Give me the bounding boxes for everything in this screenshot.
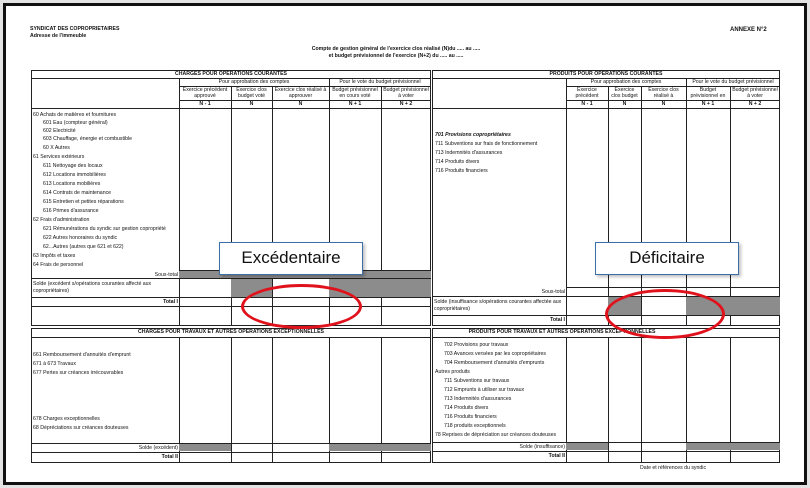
produits-col2-header-2: clos budget bbox=[611, 93, 638, 99]
produits-col1-header: Exercice bbox=[577, 87, 597, 93]
charges-row: 613 Locations mobilières bbox=[43, 181, 101, 187]
column-line bbox=[272, 337, 273, 463]
column-line bbox=[730, 86, 731, 326]
produits-col5-header: Budget prévisionnel bbox=[732, 87, 778, 93]
charges-col5-period: N + 2 bbox=[399, 101, 413, 107]
charges-col3-header-2: approuver bbox=[288, 93, 313, 99]
charges-col4-period: N + 1 bbox=[348, 101, 362, 107]
produits-col4-header-2: prévisionnel en bbox=[690, 93, 726, 99]
org-address: Adresse de l'immeuble bbox=[30, 33, 87, 39]
document-page bbox=[6, 6, 804, 482]
document-title-line2: et budget prévisionnel de l'exercice (N+2) du ..... au ..... bbox=[328, 53, 464, 59]
produits-col2-header: Exercice bbox=[614, 87, 635, 93]
produits-row: 714 Produits divers bbox=[435, 159, 480, 165]
charges-row: 62 Frais d'administration bbox=[33, 217, 90, 223]
produits-row: 711 Subventions sur frais de fonctionnement bbox=[435, 141, 538, 147]
charges-total-label: Total I bbox=[163, 299, 178, 305]
charges-row: 622 Autres honoraires du syndic bbox=[43, 235, 118, 241]
charges-row: 614 Contrats de maintenance bbox=[43, 190, 112, 196]
charges-row: 616 Primes d'assurance bbox=[43, 208, 99, 214]
charges-col4-header-2: en cours voté bbox=[339, 93, 371, 99]
screenshot-frame bbox=[3, 3, 807, 485]
charges-col2-period: N bbox=[249, 101, 254, 107]
divider bbox=[432, 108, 780, 109]
travaux-produits-row: 704 Remboursement d'annuités d'emprunts bbox=[444, 360, 545, 366]
travaux-produits-row: Autres produits bbox=[435, 369, 470, 375]
produits-col3-header: Exercice clos bbox=[648, 87, 679, 93]
charges-section-title: CHARGES POUR OPERATIONS COURANTES bbox=[174, 71, 288, 77]
travaux-charges-row: 661 Remboursement d'annuités d'emprunt bbox=[33, 352, 131, 358]
column-line bbox=[179, 78, 180, 326]
column-line bbox=[641, 337, 642, 463]
charges-row: 601 Eau (compteur général) bbox=[43, 120, 108, 126]
document-title-line1: Compte de gestion général de l'exercice clos réalisé (N)du ..... au ..... bbox=[311, 46, 481, 52]
produits-group-approbation: Pour approbation des comptes bbox=[590, 79, 662, 85]
solde-shade bbox=[566, 443, 608, 450]
travaux-produits-row: 703 Avances versées par les copropriétaires bbox=[444, 351, 546, 357]
divider bbox=[432, 451, 780, 452]
produits-col4-period: N + 1 bbox=[701, 101, 715, 107]
charges-row: 611 Nettoyage des locaux bbox=[43, 163, 103, 169]
travaux-charges-solde-label: Solde (excédent) bbox=[138, 445, 178, 451]
divider bbox=[31, 297, 431, 298]
travaux-produits-total-label: Total II bbox=[548, 453, 565, 459]
charges-group-budget: Pour le vote du budget prévisionnel bbox=[339, 79, 421, 85]
produits-solde-label: Solde (insuffisance s/opérations courantes affectée aux bbox=[434, 299, 562, 305]
travaux-charges-title: CHARGES POUR TRAVAUX ET AUTRES OPERATIONS EXCEPTIONNELLES bbox=[138, 329, 324, 335]
annex-number: ANNEXE N°2 bbox=[730, 27, 767, 33]
produits-row: 701 Provisions copropriétaires bbox=[435, 132, 511, 138]
divider bbox=[566, 287, 780, 288]
produits-col5-header-2: à voter bbox=[747, 93, 763, 99]
charges-row: 612 Locations immobilières bbox=[43, 172, 106, 178]
divider bbox=[31, 306, 431, 307]
charges-col5-header: Budget prévisionnel bbox=[383, 87, 429, 93]
charges-row: 60 Achats de matières et fournitures bbox=[33, 112, 117, 118]
travaux-produits-row: 702 Provisions pour travaux bbox=[444, 342, 509, 348]
travaux-produits-row: 78 Reprises de dépréciation sur créances douteuses bbox=[435, 432, 557, 438]
column-line bbox=[686, 78, 687, 326]
charges-col4-header: Budget prévisionnel bbox=[332, 87, 378, 93]
org-name: SYNDICAT DES COPROPRIETAIRES bbox=[30, 26, 120, 32]
charges-col5-header-2: à voter bbox=[398, 93, 414, 99]
excedentaire-label: Excédentaire bbox=[219, 242, 363, 275]
travaux-produits-title: PRODUITS POUR TRAVAUX ET AUTRES OPERATIONS EXCEPTIONNELLES bbox=[468, 329, 656, 335]
produits-section-title: PRODUITS POUR OPERATIONS COURANTES bbox=[549, 71, 663, 77]
produits-col3-period: N bbox=[661, 101, 666, 107]
travaux-charges-row: 671 à 673 Travaux bbox=[33, 361, 76, 367]
produits-col3-header-2: réalisé à bbox=[653, 93, 674, 99]
charges-subtotal-label: Sous-total bbox=[154, 272, 178, 278]
travaux-produits-row: 714 Produits divers bbox=[444, 405, 489, 411]
column-line bbox=[231, 337, 232, 463]
travaux-charges-row: 677 Pertes sur créances irrécouvrables bbox=[33, 370, 124, 376]
travaux-produits-row: 711 Subventions sur travaux bbox=[444, 378, 510, 384]
charges-row: 62...Autres (autres que 621 et 622) bbox=[43, 244, 124, 250]
travaux-charges-row: 678 Charges exceptionnelles bbox=[33, 416, 100, 422]
divider bbox=[31, 108, 431, 109]
produits-total-label: Total I bbox=[550, 317, 565, 323]
column-line bbox=[608, 86, 609, 326]
produits-col5-period: N + 2 bbox=[748, 101, 762, 107]
divider bbox=[432, 337, 780, 338]
produits-row: 716 Produits financiers bbox=[435, 168, 488, 174]
produits-subtotal-label: Sous-total bbox=[541, 289, 565, 295]
produits-col2-period: N bbox=[622, 101, 627, 107]
travaux-produits-row: 712 Emprunts à utiliser sur travaux bbox=[444, 387, 525, 393]
produits-col1-period: N - 1 bbox=[581, 101, 593, 107]
produits-col1-header-2: précédent bbox=[575, 93, 599, 99]
footer-signature: Date et références du syndic bbox=[640, 465, 707, 471]
travaux-produits-row: 718 produits exceptionnels bbox=[444, 423, 506, 429]
highlight-ellipse-right bbox=[605, 289, 725, 339]
charges-row: 602 Electricité bbox=[43, 128, 76, 134]
charges-col3-header: Exercice clos réalisé à bbox=[274, 87, 327, 93]
produits-group-budget: Pour le vote du budget prévisionnel bbox=[692, 79, 774, 85]
charges-solde-label: Solde (excédent s/opérations courantes affecté aux bbox=[33, 281, 152, 287]
charges-row: 615 Entretien et petites réparations bbox=[43, 199, 124, 205]
charges-col3-period: N bbox=[298, 101, 303, 107]
charges-group-approbation: Pour approbation des comptes bbox=[218, 79, 290, 85]
charges-col1-header: Exercice précédent bbox=[182, 87, 228, 93]
charges-col2-header-2: budget voté bbox=[237, 93, 266, 99]
charges-row: 63 Impôts et taxes bbox=[33, 253, 76, 259]
charges-solde-label-2: copropriétaires) bbox=[33, 288, 70, 294]
produits-col4-header: Budget bbox=[699, 87, 717, 93]
travaux-produits-solde-label: Solde (insuffisance) bbox=[519, 444, 565, 450]
charges-row: 603 Chauffage, énergie et combustible bbox=[43, 136, 133, 142]
travaux-charges-total-label: Total II bbox=[161, 454, 178, 460]
solde-shade bbox=[329, 444, 431, 451]
charges-row: 61 Services extérieurs bbox=[33, 154, 85, 160]
charges-row: 621 Rémunérations du syndic sur gestion copropriété bbox=[43, 226, 166, 232]
travaux-charges-row: 68 Dépréciations sur créances douteuses bbox=[33, 425, 129, 431]
travaux-produits-row: 716 Produits financiers bbox=[444, 414, 497, 420]
divider bbox=[31, 452, 431, 453]
solde-shade bbox=[179, 444, 231, 451]
column-line bbox=[566, 78, 567, 326]
charges-col1-period: N - 1 bbox=[199, 101, 211, 107]
charges-col1-header-2: approuvé bbox=[194, 93, 216, 99]
produits-row: 713 Indemnités d'assurances bbox=[435, 150, 503, 156]
charges-row: 60 X Autres bbox=[43, 145, 70, 151]
highlight-ellipse-left bbox=[241, 284, 362, 329]
charges-row: 64 Frais de personnel bbox=[33, 262, 84, 268]
deficitaire-label: Déficitaire bbox=[595, 242, 739, 275]
travaux-produits-row: 713 Indemnités d'assurances bbox=[444, 396, 512, 402]
solde-shade bbox=[686, 443, 780, 450]
charges-col2-header: Exercice clos bbox=[236, 87, 267, 93]
produits-solde-label-2: copropriétaires) bbox=[434, 306, 471, 312]
column-line bbox=[608, 337, 609, 463]
